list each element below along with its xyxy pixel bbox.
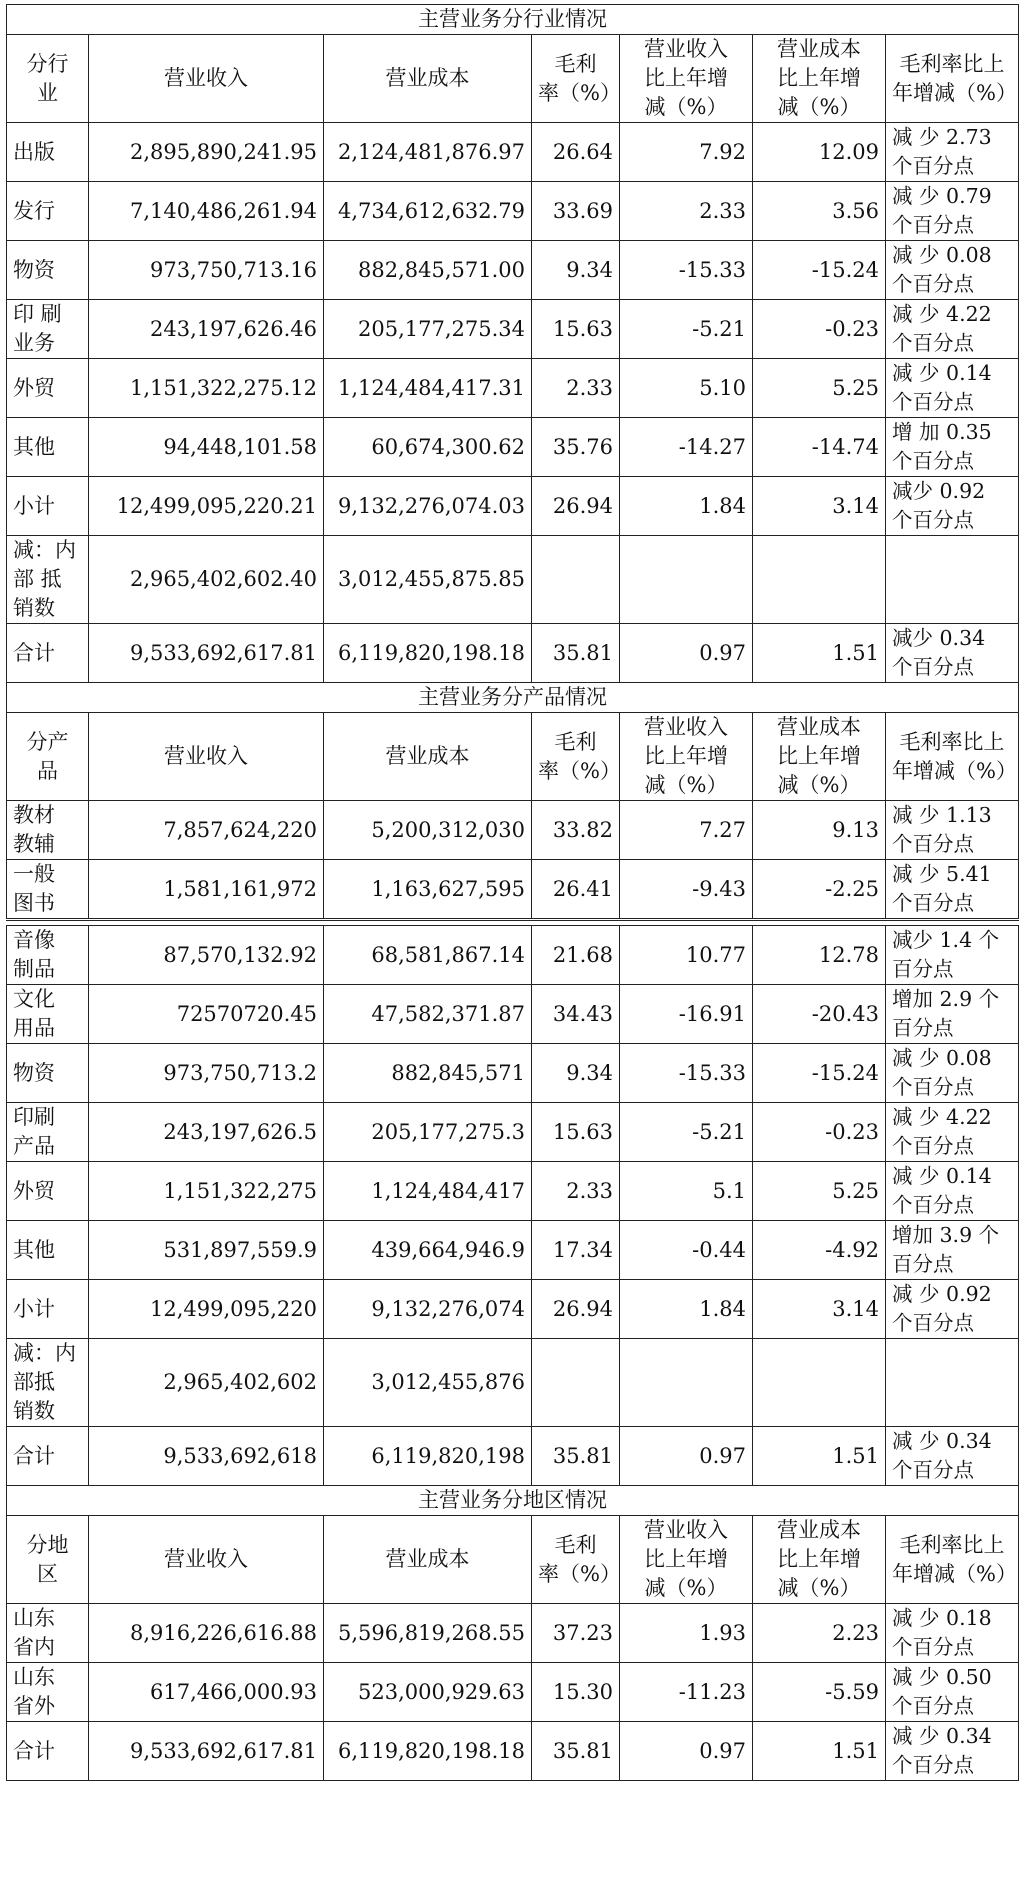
category-cell: 小计 [7,1280,89,1339]
gross-margin-cell: 35.81 [532,1427,620,1486]
table-row [7,1722,1019,1781]
column-header: 营业成本 比上年增 减（%） [753,1516,886,1604]
margin-change-cell: 减 少 0.14 个百分点 [886,1162,1019,1221]
cost-cell: 882,845,571 [324,1044,532,1103]
revenue-change-cell: -15.33 [620,1044,753,1103]
table-row [7,985,1019,1044]
column-header: 毛利 率（%） [532,35,620,123]
table-row [7,1663,1019,1722]
revenue-change-cell: 5.1 [620,1162,753,1221]
column-header: 毛利率比上 年增减（%） [886,35,1019,123]
column-header: 分行 业 [7,35,89,123]
cost-cell: 3,012,455,875.85 [324,536,532,624]
cost-cell: 68,581,867.14 [324,926,532,985]
cost-change-cell: 2.23 [753,1604,886,1663]
cost-cell: 4,734,612,632.79 [324,182,532,241]
revenue-cell: 87,570,132.92 [89,926,324,985]
column-header: 营业收入 [89,35,324,123]
category-cell: 小计 [7,477,89,536]
cost-change-cell [753,1339,886,1427]
column-header: 营业收入 比上年增 减（%） [620,1516,753,1604]
cost-cell: 9,132,276,074 [324,1280,532,1339]
table-row [7,300,1019,359]
table-row [7,1604,1019,1663]
cost-change-cell [753,536,886,624]
margin-change-cell: 减 少 0.34 个百分点 [886,1427,1019,1486]
category-cell: 外贸 [7,359,89,418]
revenue-change-cell: 5.10 [620,359,753,418]
revenue-change-cell: -5.21 [620,300,753,359]
cost-cell: 6,119,820,198.18 [324,624,532,683]
table-row [7,1339,1019,1427]
margin-change-cell: 减少 1.4 个 百分点 [886,926,1019,985]
revenue-change-cell [620,536,753,624]
column-header: 营业收入 [89,1516,324,1604]
revenue-cell: 973,750,713.2 [89,1044,324,1103]
column-header: 毛利率比上 年增减（%） [886,713,1019,801]
gross-margin-cell: 26.94 [532,477,620,536]
revenue-change-cell: 1.93 [620,1604,753,1663]
revenue-change-cell: -5.21 [620,1103,753,1162]
revenue-cell: 2,965,402,602 [89,1339,324,1427]
revenue-cell: 973,750,713.16 [89,241,324,300]
cost-change-cell: -5.59 [753,1663,886,1722]
revenue-change-cell: 7.92 [620,123,753,182]
cost-cell: 439,664,946.9 [324,1221,532,1280]
margin-change-cell: 减少 0.92 个百分点 [886,477,1019,536]
cost-cell: 1,163,627,595 [324,860,532,920]
cost-cell: 9,132,276,074.03 [324,477,532,536]
column-header: 营业收入 比上年增 减（%） [620,35,753,123]
gross-margin-cell: 26.41 [532,860,620,920]
revenue-change-cell: 2.33 [620,182,753,241]
margin-change-cell: 减 少 0.79 个百分点 [886,182,1019,241]
revenue-change-cell: 1.84 [620,1280,753,1339]
cost-change-cell: 3.14 [753,477,886,536]
cost-cell: 47,582,371.87 [324,985,532,1044]
column-header-row [7,35,1019,123]
cost-cell: 2,124,481,876.97 [324,123,532,182]
gross-margin-cell: 9.34 [532,1044,620,1103]
margin-change-cell: 增加 2.9 个 百分点 [886,985,1019,1044]
category-cell: 发行 [7,182,89,241]
table-row [7,241,1019,300]
cost-cell: 3,012,455,876 [324,1339,532,1427]
column-header: 分产 品 [7,713,89,801]
gross-margin-cell: 34.43 [532,985,620,1044]
cost-change-cell: -0.23 [753,300,886,359]
revenue-cell: 2,895,890,241.95 [89,123,324,182]
section-title: 主营业务分地区情况 [7,1486,1019,1516]
revenue-change-cell: -14.27 [620,418,753,477]
gross-margin-cell: 2.33 [532,1162,620,1221]
category-cell: 印 刷 业务 [7,300,89,359]
section-title: 主营业务分行业情况 [7,5,1019,35]
column-header: 营业成本 比上年增 减（%） [753,713,886,801]
gross-margin-cell: 15.63 [532,1103,620,1162]
category-cell: 山东 省外 [7,1663,89,1722]
revenue-change-cell: -9.43 [620,860,753,920]
cost-cell: 5,596,819,268.55 [324,1604,532,1663]
section-title-row [7,683,1019,713]
cost-change-cell: 5.25 [753,1162,886,1221]
margin-change-cell: 减 少 4.22 个百分点 [886,1103,1019,1162]
margin-change-cell: 增加 3.9 个 百分点 [886,1221,1019,1280]
category-cell: 合计 [7,1722,89,1781]
cost-cell: 205,177,275.34 [324,300,532,359]
revenue-cell: 9,533,692,617.81 [89,1722,324,1781]
gross-margin-cell: 26.94 [532,1280,620,1339]
gross-margin-cell: 15.63 [532,300,620,359]
margin-change-cell: 增 加 0.35 个百分点 [886,418,1019,477]
category-cell: 其他 [7,1221,89,1280]
column-header-row [7,713,1019,801]
revenue-change-cell: 10.77 [620,926,753,985]
gross-margin-cell: 2.33 [532,359,620,418]
revenue-cell: 1,151,322,275.12 [89,359,324,418]
revenue-cell: 9,533,692,618 [89,1427,324,1486]
column-header: 营业收入 比上年增 减（%） [620,713,753,801]
financial-report-tables [6,4,1018,1781]
margin-change-cell: 减 少 0.08 个百分点 [886,241,1019,300]
cost-cell: 1,124,484,417 [324,1162,532,1221]
category-cell: 物资 [7,241,89,300]
margin-change-cell: 减 少 1.13 个百分点 [886,801,1019,860]
margin-change-cell: 减 少 4.22 个百分点 [886,300,1019,359]
table-row [7,860,1019,920]
table-row [7,624,1019,683]
cost-change-cell: -14.74 [753,418,886,477]
category-cell: 教材 教辅 [7,801,89,860]
cost-change-cell: -15.24 [753,241,886,300]
revenue-change-cell: 7.27 [620,801,753,860]
cost-change-cell: -2.25 [753,860,886,920]
table-row [7,418,1019,477]
gross-margin-cell: 26.64 [532,123,620,182]
revenue-change-cell [620,1339,753,1427]
gross-margin-cell: 35.76 [532,418,620,477]
margin-change-cell: 减 少 0.50 个百分点 [886,1663,1019,1722]
main-business-table [6,4,1019,1781]
table-row [7,536,1019,624]
column-header: 毛利率比上 年增减（%） [886,1516,1019,1604]
cost-change-cell: -20.43 [753,985,886,1044]
table-row [7,182,1019,241]
revenue-cell: 617,466,000.93 [89,1663,324,1722]
category-cell: 合计 [7,624,89,683]
revenue-cell: 7,857,624,220 [89,801,324,860]
category-cell: 一般 图书 [7,860,89,920]
revenue-cell: 9,533,692,617.81 [89,624,324,683]
cost-cell: 6,119,820,198 [324,1427,532,1486]
category-cell: 外贸 [7,1162,89,1221]
column-header: 营业收入 [89,713,324,801]
gross-margin-cell: 35.81 [532,1722,620,1781]
category-cell: 其他 [7,418,89,477]
margin-change-cell: 减 少 2.73 个百分点 [886,123,1019,182]
table-row [7,123,1019,182]
margin-change-cell: 减 少 0.18 个百分点 [886,1604,1019,1663]
category-cell: 文化 用品 [7,985,89,1044]
margin-change-cell: 减 少 0.08 个百分点 [886,1044,1019,1103]
category-cell: 物资 [7,1044,89,1103]
category-cell: 音像 制品 [7,926,89,985]
gross-margin-cell: 21.68 [532,926,620,985]
gross-margin-cell: 9.34 [532,241,620,300]
section-title-row [7,1486,1019,1516]
category-cell: 减：内 部 抵 销数 [7,536,89,624]
revenue-cell: 12,499,095,220 [89,1280,324,1339]
cost-cell: 6,119,820,198.18 [324,1722,532,1781]
column-header: 营业成本 比上年增 减（%） [753,35,886,123]
table-row [7,1280,1019,1339]
cost-change-cell: 1.51 [753,624,886,683]
margin-change-cell: 减少 0.34 个百分点 [886,624,1019,683]
margin-change-cell [886,1339,1019,1427]
margin-change-cell: 减 少 0.34 个百分点 [886,1722,1019,1781]
revenue-cell: 8,916,226,616.88 [89,1604,324,1663]
revenue-cell: 243,197,626.46 [89,300,324,359]
revenue-cell: 2,965,402,602.40 [89,536,324,624]
gross-margin-cell: 17.34 [532,1221,620,1280]
column-header: 毛利 率（%） [532,713,620,801]
cost-change-cell: 12.78 [753,926,886,985]
section-title: 主营业务分产品情况 [7,683,1019,713]
column-header: 分地 区 [7,1516,89,1604]
table-row [7,1103,1019,1162]
margin-change-cell: 减 少 0.92 个百分点 [886,1280,1019,1339]
table-row [7,477,1019,536]
cost-cell: 523,000,929.63 [324,1663,532,1722]
revenue-cell: 243,197,626.5 [89,1103,324,1162]
revenue-cell: 72570720.45 [89,985,324,1044]
gross-margin-cell [532,1339,620,1427]
revenue-cell: 531,897,559.9 [89,1221,324,1280]
cost-change-cell: 5.25 [753,359,886,418]
cost-change-cell: -0.23 [753,1103,886,1162]
column-header-row [7,1516,1019,1604]
column-header: 毛利 率（%） [532,1516,620,1604]
column-header: 营业成本 [324,1516,532,1604]
cost-change-cell: 3.56 [753,182,886,241]
revenue-change-cell: -0.44 [620,1221,753,1280]
table-row [7,359,1019,418]
revenue-change-cell: -11.23 [620,1663,753,1722]
margin-change-cell: 减 少 0.14 个百分点 [886,359,1019,418]
gross-margin-cell: 33.69 [532,182,620,241]
table-body [7,5,1019,1781]
cost-change-cell: 1.51 [753,1722,886,1781]
cost-change-cell: -4.92 [753,1221,886,1280]
table-row [7,1221,1019,1280]
cost-change-cell: 9.13 [753,801,886,860]
revenue-change-cell: 0.97 [620,624,753,683]
revenue-cell: 1,151,322,275 [89,1162,324,1221]
category-cell: 减：内 部抵 销数 [7,1339,89,1427]
revenue-cell: 7,140,486,261.94 [89,182,324,241]
revenue-cell: 94,448,101.58 [89,418,324,477]
revenue-cell: 12,499,095,220.21 [89,477,324,536]
cost-change-cell: -15.24 [753,1044,886,1103]
table-row [7,801,1019,860]
cost-change-cell: 12.09 [753,123,886,182]
cost-cell: 1,124,484,417.31 [324,359,532,418]
cost-change-cell: 1.51 [753,1427,886,1486]
table-row [7,1427,1019,1486]
cost-cell: 60,674,300.62 [324,418,532,477]
category-cell: 山东 省内 [7,1604,89,1663]
revenue-change-cell: 0.97 [620,1427,753,1486]
gross-margin-cell: 33.82 [532,801,620,860]
revenue-change-cell: 0.97 [620,1722,753,1781]
section-title-row [7,5,1019,35]
column-header: 营业成本 [324,35,532,123]
cost-change-cell: 3.14 [753,1280,886,1339]
revenue-cell: 1,581,161,972 [89,860,324,920]
gross-margin-cell: 15.30 [532,1663,620,1722]
category-cell: 合计 [7,1427,89,1486]
cost-cell: 882,845,571.00 [324,241,532,300]
gross-margin-cell [532,536,620,624]
table-row [7,926,1019,985]
cost-cell: 205,177,275.3 [324,1103,532,1162]
revenue-change-cell: 1.84 [620,477,753,536]
cost-cell: 5,200,312,030 [324,801,532,860]
table-row [7,1162,1019,1221]
category-cell: 印刷 产品 [7,1103,89,1162]
margin-change-cell [886,536,1019,624]
gross-margin-cell: 37.23 [532,1604,620,1663]
table-row [7,1044,1019,1103]
column-header: 营业成本 [324,713,532,801]
gross-margin-cell: 35.81 [532,624,620,683]
category-cell: 出版 [7,123,89,182]
margin-change-cell: 减 少 5.41 个百分点 [886,860,1019,920]
revenue-change-cell: -16.91 [620,985,753,1044]
revenue-change-cell: -15.33 [620,241,753,300]
